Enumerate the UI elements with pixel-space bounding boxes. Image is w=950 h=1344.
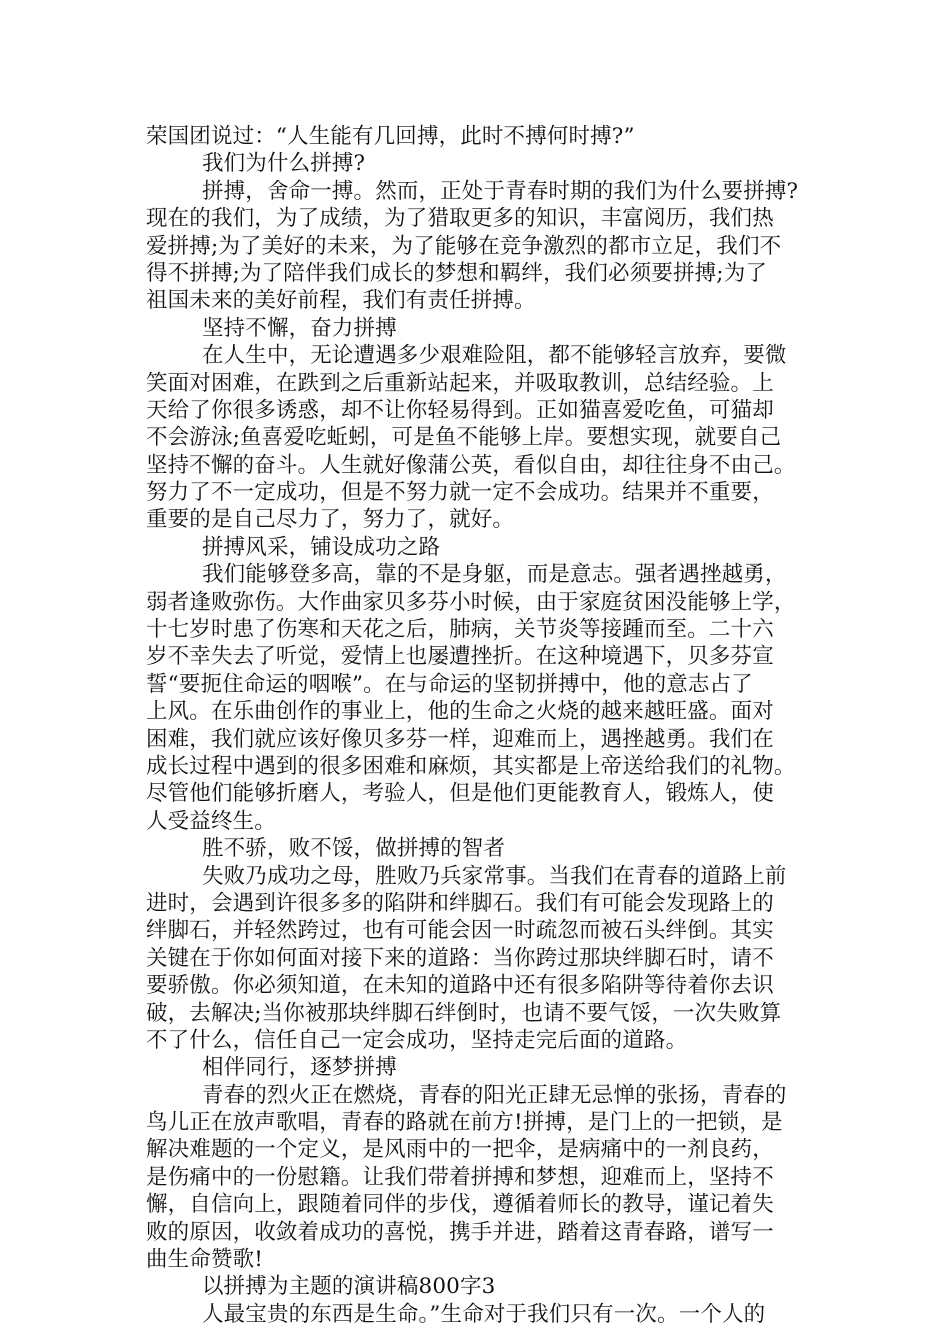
text-line: 现在的我们，为了成绩，为了猎取更多的知识，丰富阅历，我们热 bbox=[146, 206, 774, 232]
text-line: 祖国未来的美好前程，我们有责任拼搏。 bbox=[146, 288, 536, 314]
text-line: 青春的烈火正在燃烧，青春的阳光正肆无忌惮的张扬，青春的 bbox=[202, 1082, 787, 1108]
text-line: 不会游泳;鱼喜爱吃蚯蚓，可是鱼不能够上岸。要想实现，就要自己 bbox=[146, 425, 782, 451]
text-line: 困难，我们就应该好像贝多芬一样，迎难而上，遇挫越勇。我们在 bbox=[146, 726, 774, 752]
text-line: 懈，自信向上，跟随着同伴的步伐，遵循着师长的教导，谨记着失 bbox=[146, 1192, 774, 1218]
text-line: 坚持不懈的奋斗。人生就好像蒲公英，看似自由，却往往身不由己。 bbox=[146, 452, 796, 478]
text-line: 相伴同行，逐梦拼搏 bbox=[202, 1055, 397, 1081]
text-line: 失败乃成功之母，胜败乃兵家常事。当我们在青春的道路上前 bbox=[202, 863, 787, 889]
text-line: 关键在于你如何面对接下来的道路：当你跨过那块绊脚石时，请不 bbox=[146, 945, 774, 971]
text-line: 是伤痛中的一份慰籍。让我们带着拼搏和梦想，迎难而上，坚持不 bbox=[146, 1164, 774, 1190]
text-line: 破，去解决;当你被那块绊脚石绊倒时，也请不要气馁，一次失败算 bbox=[146, 1000, 782, 1026]
document-page bbox=[146, 123, 806, 1328]
text-line: 在人生中，无论遭遇多少艰难险阻，都不能够轻言放弃，要微 bbox=[202, 343, 787, 369]
text-line: 拼搏，舍命一搏。然而，正处于青春时期的我们为什么要拼搏? bbox=[202, 178, 799, 204]
text-line: 拼搏风采，铺设成功之路 bbox=[202, 534, 441, 560]
text-line: 天给了你很多诱惑，却不让你轻易得到。正如猫喜爱吃鱼，可猫却 bbox=[146, 397, 774, 423]
text-line: 胜不骄，败不馁，做拼搏的智者 bbox=[202, 836, 506, 862]
text-line: 荣国团说过：“人生能有几回搏，此时不搏何时搏?” bbox=[146, 124, 635, 149]
text-line: 不了什么，信任自己一定会成功，坚持走完后面的道路。 bbox=[146, 1027, 688, 1053]
text-line: 我们能够登多高，靠的不是身躯，而是意志。强者遇挫越勇， bbox=[202, 562, 787, 588]
text-line: 得不拼搏;为了陪伴我们成长的梦想和羁绊，我们必须要拼搏;为了 bbox=[146, 260, 767, 286]
text-line: 十七岁时患了伤寒和天花之后，肺病，关节炎等接踵而至。二十六 bbox=[146, 617, 774, 643]
text-line: 成长过程中遇到的很多困难和麻烦，其实都是上帝送给我们的礼物。 bbox=[146, 753, 796, 779]
text-line: 尽管他们能够折磨人，考验人，但是他们更能教育人，锻炼人，使 bbox=[146, 781, 774, 807]
text-line: 进时，会遇到许很多多的陷阱和绊脚石。我们有可能会发现路上的 bbox=[146, 890, 774, 916]
text-line: 鸟儿正在放声歌唱，青春的路就在前方!拼搏，是门上的一把锁，是 bbox=[146, 1110, 783, 1136]
text-line: 败的原因，收敛着成功的喜悦，携手并进，踏着这青春路，谱写一 bbox=[146, 1219, 774, 1245]
text-line: 人受益终生。 bbox=[146, 808, 276, 834]
text-line: 绊脚石，并轻然跨过，也有可能会因一时疏忽而被石头绊倒。其实 bbox=[146, 918, 774, 944]
text-line: 笑面对困难，在跌到之后重新站起来，并吸取教训，总结经验。上 bbox=[146, 370, 774, 396]
text-line: 曲生命赞歌! bbox=[146, 1247, 264, 1273]
text-line: 坚持不懈，奋力拼搏 bbox=[202, 315, 397, 341]
text-line: 我们为什么拼搏? bbox=[202, 151, 366, 177]
text-line: 要骄傲。你必须知道，在未知的道路中还有很多陷阱等待着你去识 bbox=[146, 973, 774, 999]
text-line: 弱者逢败弥伤。大作曲家贝多芬小时候，由于家庭贫困没能够上学， bbox=[146, 589, 796, 615]
text-line: 岁不幸失去了听觉，爱情上也屡遭挫折。在这种境遇下，贝多芬宣 bbox=[146, 644, 774, 670]
text-line: 爱拼搏;为了美好的未来，为了能够在竞争激烈的都市立足，我们不 bbox=[146, 233, 782, 259]
text-line: 上风。在乐曲创作的事业上，他的生命之火烧的越来越旺盛。面对 bbox=[146, 699, 774, 725]
text-line: 以拼搏为主题的演讲稿800字3 bbox=[202, 1274, 496, 1300]
text-line: 誓“要扼住命运的咽喉”。在与命运的坚韧拼搏中，他的意志占了 bbox=[146, 671, 753, 697]
text-line: 人最宝贵的东西是生命。”生命对于我们只有一次。一个人的 bbox=[202, 1301, 766, 1327]
text-line: 努力了不一定成功，但是不努力就一定不会成功。结果并不重要， bbox=[146, 480, 774, 506]
text-line: 重要的是自己尽力了，努力了，就好。 bbox=[146, 507, 515, 533]
text-line: 解决难题的一个定义，是风雨中的一把伞，是病痛中的一剂良药， bbox=[146, 1137, 774, 1163]
